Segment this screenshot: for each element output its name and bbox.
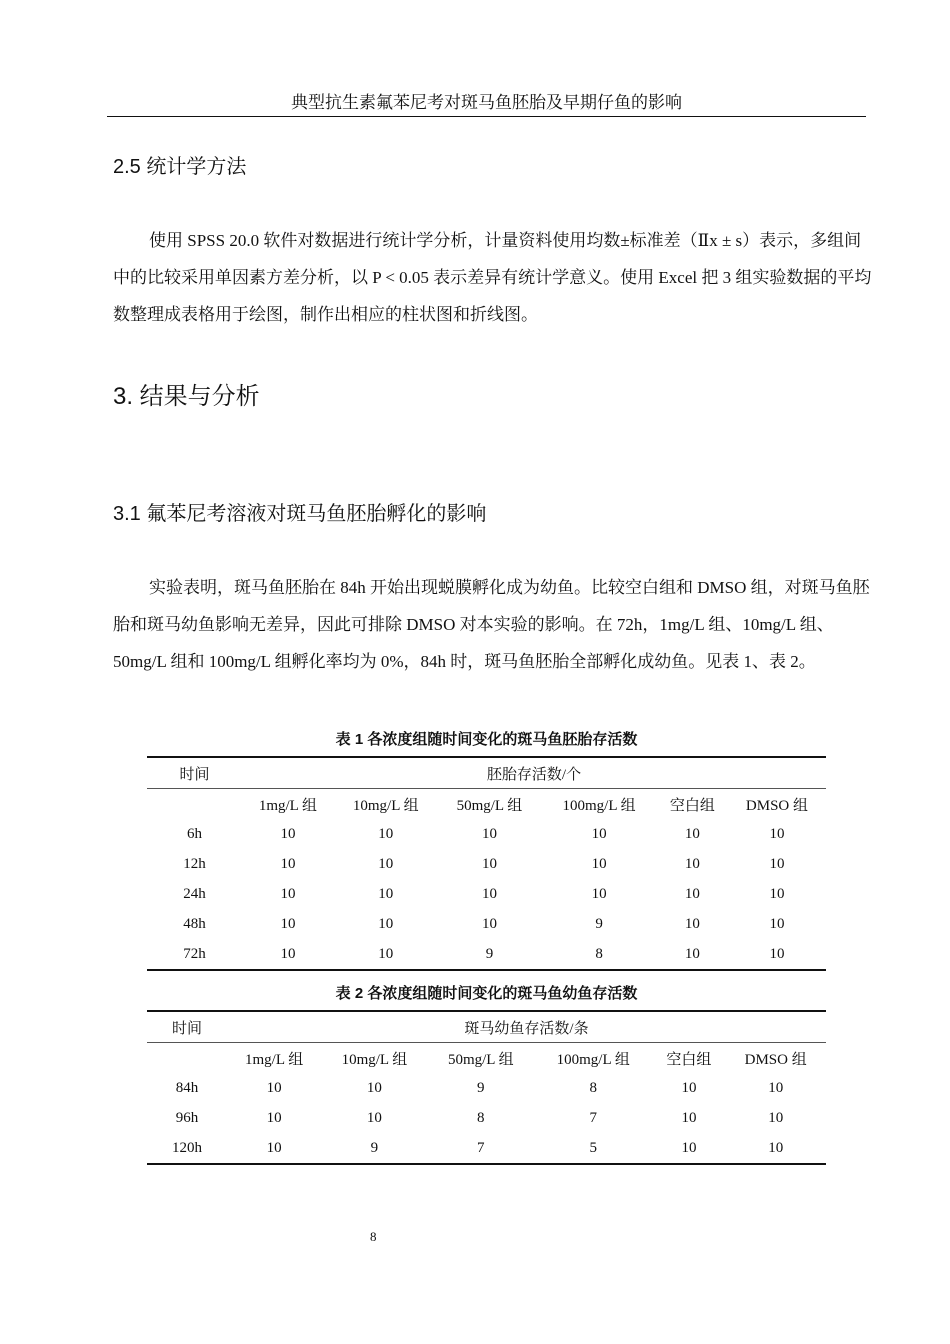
paragraph-results: 实验表明，斑马鱼胚胎在 84h 开始出现蜕膜孵化成为幼鱼。比较空白组和 DMSO 组，对斑马鱼胚胎和斑马幼鱼影响无差异，因此可排除 DMSO 对本实验的影响。在 72h，1mg/L 组、10mg/L 组、50mg/L 组和 100mg/L 组孵化率均为 0%，84h 时，斑马鱼胚胎全部孵化成幼鱼。见表 1、表 2。 bbox=[113, 578, 870, 671]
table2-col-header: 100mg/L 组 bbox=[534, 1043, 653, 1074]
paragraph-statistics: 使用 SPSS 20.0 软件对数据进行统计学分析，计量资料使用均数±标准差（Ⅱx ± s）表示，多组间中的比较采用单因素方差分析，以 P < 0.05 表示差异有统计学意义。使用 Excel 把 3 组实验数据的平均数整理成表格用于绘图，制作出相应的柱状图和折线图。 bbox=[113, 231, 872, 324]
table-row: 48h 10 10 10 9 10 10 bbox=[183, 915, 785, 932]
table-row: 6h 10 10 10 10 10 10 bbox=[187, 825, 785, 842]
table2-col-header: DMSO 组 bbox=[725, 1043, 826, 1074]
table1-col-header: DMSO 组 bbox=[728, 789, 826, 820]
table1-col-header: 100mg/L 组 bbox=[541, 789, 657, 820]
table1 bbox=[147, 756, 826, 971]
table-row: 120h 10 9 7 5 10 10 bbox=[147, 1133, 826, 1164]
table2-col-header: 10mg/L 组 bbox=[321, 1043, 427, 1074]
page-number: 8 bbox=[370, 1229, 377, 1244]
table1-time-header: 时间 bbox=[147, 757, 242, 789]
table2-time-header: 时间 bbox=[147, 1011, 227, 1043]
table-row: 96h 10 10 8 7 10 10 bbox=[175, 1109, 784, 1126]
section-heading-3-1: 3.1 氟苯尼考溶液对斑马鱼胚胎孵化的影响 bbox=[113, 503, 487, 525]
table1-col-header: 50mg/L 组 bbox=[438, 789, 542, 820]
table2-caption: 表 2 各浓度组随时间变化的斑马鱼幼鱼存活数 bbox=[335, 985, 638, 1002]
table1-col-header: 10mg/L 组 bbox=[334, 789, 438, 820]
table1-col-header: 1mg/L 组 bbox=[242, 789, 334, 820]
section-heading-3: 3. 结果与分析 bbox=[113, 383, 260, 410]
table1-col-header: 空白组 bbox=[657, 789, 728, 820]
table1-group-header: 胚胎存活数/个 bbox=[242, 757, 826, 789]
table-row: 72h 10 10 9 8 10 10 bbox=[147, 939, 826, 970]
table2 bbox=[147, 1010, 826, 1165]
table2-col-header: 1mg/L 组 bbox=[227, 1043, 321, 1074]
table-row: 24h 10 10 10 10 10 10 bbox=[183, 885, 785, 902]
table-row: 12h 10 10 10 10 10 10 bbox=[183, 855, 785, 872]
table2-col-header: 空白组 bbox=[653, 1043, 726, 1074]
table-row: 84h 10 10 9 8 10 10 bbox=[175, 1079, 784, 1096]
section-heading-2-5: 2.5 统计学方法 bbox=[113, 156, 247, 178]
table2-group-header: 斑马幼鱼存活数/条 bbox=[227, 1011, 826, 1043]
table2-col-header: 50mg/L 组 bbox=[428, 1043, 534, 1074]
running-header: 典型抗生素氟苯尼考对斑马鱼胚胎及早期仔鱼的影响 bbox=[107, 92, 866, 117]
table1-caption: 表 1 各浓度组随时间变化的斑马鱼胚胎存活数 bbox=[335, 731, 638, 748]
